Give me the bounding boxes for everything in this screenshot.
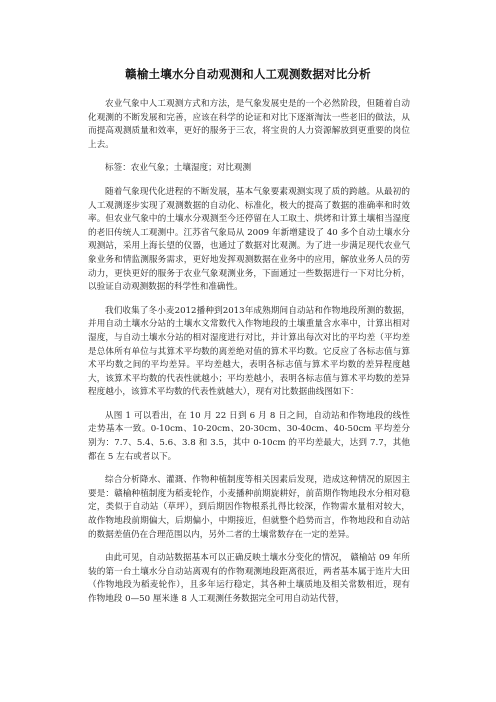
body-paragraph-1: 随着气象现代化进程的不断发展，基本气象要素观测实现了质的跨越。从最初的人工观测逐步实现了观测数据的自动化、标准化，极大的提高了数据的准确率和时效率。但农业气象中的土壤水分观测至今还停留在人工取土、烘烤和计算土壤相当湿度的老旧传统人工观测中。江苏省气象局从 2009 年新增建设了 40 多个自动土壤水分观测站，采用上海长望的仪器，也通过了数据对比观测。为了进一步满足现代农业气象业务和情监测服务需求，更好地发挥观测数据在业务中的应用，解放业务人员的劳动力，更快更好的服务于农业气象观测业务，下面通过一些数据进行一下对比分析，以验证自动观测数据的科学性和准确性。 (88, 186, 410, 293)
document-body (88, 98, 410, 617)
body-paragraph-5: 由此可见，自动站数据基本可以正确反映土壤水分变化的情况， 赣榆站 09 年所装的第一台土壤水分自动站离观有的作物观测地段距离很近，两者基本属于连片大田（作物地段为稻麦轮作），且多年运行稳定，其各种土壤质地及相关常数相近，现有作物地段 0—50 厘米逢 8 人工观测任务数据完全可用自动站代替， (88, 553, 410, 604)
body-paragraph-4: 综合分析降水、灌溉、作物种植制度等相关因素后发现，造成这种情况的原因主要是：赣榆种植制度为稻麦轮作，小麦播种前期旋耕好，前苗期作物地段水分相对稳定，类似于自动站（草坪），到后期因作物根系扎得比较深，作物需水量相对较大，故作物地段前期偏大，后期偏小，中期接近，但就整个趋势而言，作物地段和自动站的数据差值仍在合理范围以内，另外二者的土壤常数存在一定的差异。 (88, 475, 410, 540)
document-title: 赣榆土壤水分自动观测和人工观测数据对比分析 (125, 67, 371, 81)
body-paragraph-3: 从图 1 可以看出，在 10 月 22 日到 6 月 8 日之间，自动站和作物地段的线性走势基本一致。0-10cm、10-20cm、20-30cm、30-40cm、40-50cm 平均差分别为：7.7、5.4、5.6、3.8 和 3.5，其中 0-10cm 的平均差最大，达到 7.7，其他都在 5 左右或者以下。 (88, 410, 410, 462)
body-paragraph-2: 我们收集了冬小麦2012播种到2013年成熟期间自动站和作物地段所测的数据，并用自动土壤水分站的土壤水文常数代入作物地段的土壤重量含水率中，计算出相对湿度，与自动土壤水分站的相对湿度进行对比，并计算出每次对比的平均差（平均差是总体所有单位与其算术平均数的离差绝对值的算术平均数。它反应了各标志值与算术平均数之间的平均差异。平均差越大，表明各标志值与算术平均数的差异程度越大，该算术平均数的代表性就越小；平均差越小，表明各标志值与算术平均数的差异程度越小，该算术平均数的代表性就越大），现有对比数据曲线图如下： (88, 305, 410, 398)
keywords-line: 标签：农业气象；土壤湿度；对比观测 (105, 163, 252, 174)
abstract-paragraph: 农业气象中人工观测方式和方法，是气象发展史是的一个必然阶段，但随着自动化观测的不断发展和完善，应该在科学的论证和对比下逐渐淘汰一些老旧的做法，从而提高观测质量和效率，更好的服务于三农，将宝贵的人力资源解放到更重要的岗位上去。 (88, 99, 410, 150)
